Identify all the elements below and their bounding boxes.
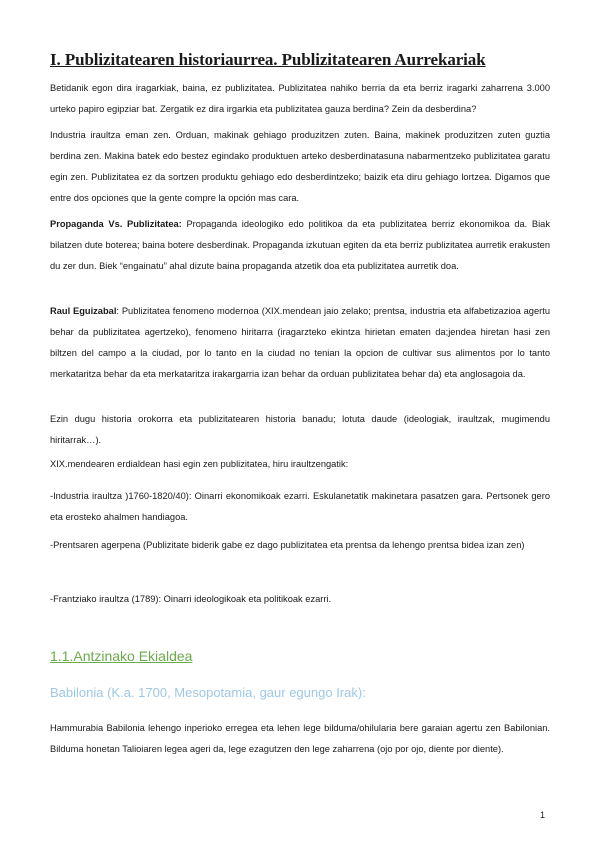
raul-paragraph (50, 301, 550, 385)
section-heading: 1.1.Antzinako Ekialdea (50, 648, 193, 664)
propaganda-label: Propaganda Vs. Publizitatea: (50, 219, 182, 229)
xix-paragraph: XIX.mendearen erdialdean hasi egin zen publizitatea, hiru iraultzengatik: (50, 459, 349, 469)
raul-label: Raul Eguizabal (50, 306, 117, 316)
propaganda-text: Propaganda ideologiko edo politikoa da eta publizitatea berriz ekonomikoa da. Biak bilatzen dute boterea; baina botere desberdinak. Propaganda izkutuan egiten da eta berriz publizitatea aurretik erakusten du zer dun. Biek “engainatu” ahal dizute baina propaganda atzetik doa eta publizitatea aurretik doa. (50, 219, 550, 271)
subsection-heading: Babilonia (K.a. 1700, Mesopotamia, gaur egungo Irak): (50, 685, 366, 700)
page-title: I. Publizitatearen historiaurrea. Publizitatearen Aurrekariak (50, 50, 486, 69)
list-item-frantzia: -Frantziako iraultza (1789): Oinarri ideologikoak eta politikoak ezarri. (50, 594, 332, 604)
industria-paragraph: Industria iraultza eman zen. Orduan, makinak gehiago produzitzen zuten. Baina, makinek produzitzen zuten guztia berdina zen. Makina batek edo bestez egindako produktuen arteko desberdinatasuna nabarmentzeko publizitatea garatu egin zen. Publizitatea ez da sortzen produktu gehiago edo desberdintzeko; baizik eta diru gehiago lortzea. Digamos que entre dos opciones que la gente compre la opción mas cara. (50, 130, 550, 203)
ezin-paragraph: Ezin dugu historia orokorra eta publizitatearen historia banadu; lotuta daude (ideologiak, iraultzak, mugimendu hiritarrak…). (50, 414, 550, 445)
propaganda-paragraph (50, 214, 550, 277)
list-item-prentsa: -Prentsaren agerpena (Publizitate biderik gabe ez dago publizitatea eta prentsa da lehengo prentsa bidea izan zen) (50, 540, 525, 550)
hammurabi-paragraph: Hammurabia Babilonia lehengo inperioko erregea eta lehen lege bilduma/ohilularia bere garaian agertu zen Babilonian. Bilduma honetan Talioiaren legea ageri da, lege ezagutzen den lege zaharrena (ojo por ojo, diente por diente). (50, 723, 550, 754)
intro-paragraph: Betidanik egon dira iragarkiak, baina, ez publizitatea. Publizitatea nahiko berria da eta berriz iragarki zaharrena 3.000 urteko papiro egipziar bat. Zergatik ez dira irgarkia eta publizitatea gauza berdina? Zein da desberdina? (50, 83, 550, 114)
page-number: 1 (540, 810, 546, 820)
list-item-industria: -Industria iraultza )1760-1820/40): Oinarri ekonomikoak ezarri. Eskulanetatik makinetara pasatzen gara. Pertsonek gero eta erosteko ahalmen handiagoa. (50, 491, 550, 522)
raul-text: : Publizitatea fenomeno modernoa (XIX.mendean jaio zelako; prentsa, industria eta alfabetizazioa agertu behar da publizitatea agertzeko), fenomeno hiritarra (iragarzteko ekintza hirietan ematen da;jendea hiretan hasi zen biltzen del campo a la ciudad, por lo tanto en la ciudad no tenian la opcion de cultivar sus alimentos por lo tanto merkataritza behar da eta merkataritza irakargarria izan behar da orduan publizitatea behar da) eta anglosagoia da. (50, 306, 550, 379)
